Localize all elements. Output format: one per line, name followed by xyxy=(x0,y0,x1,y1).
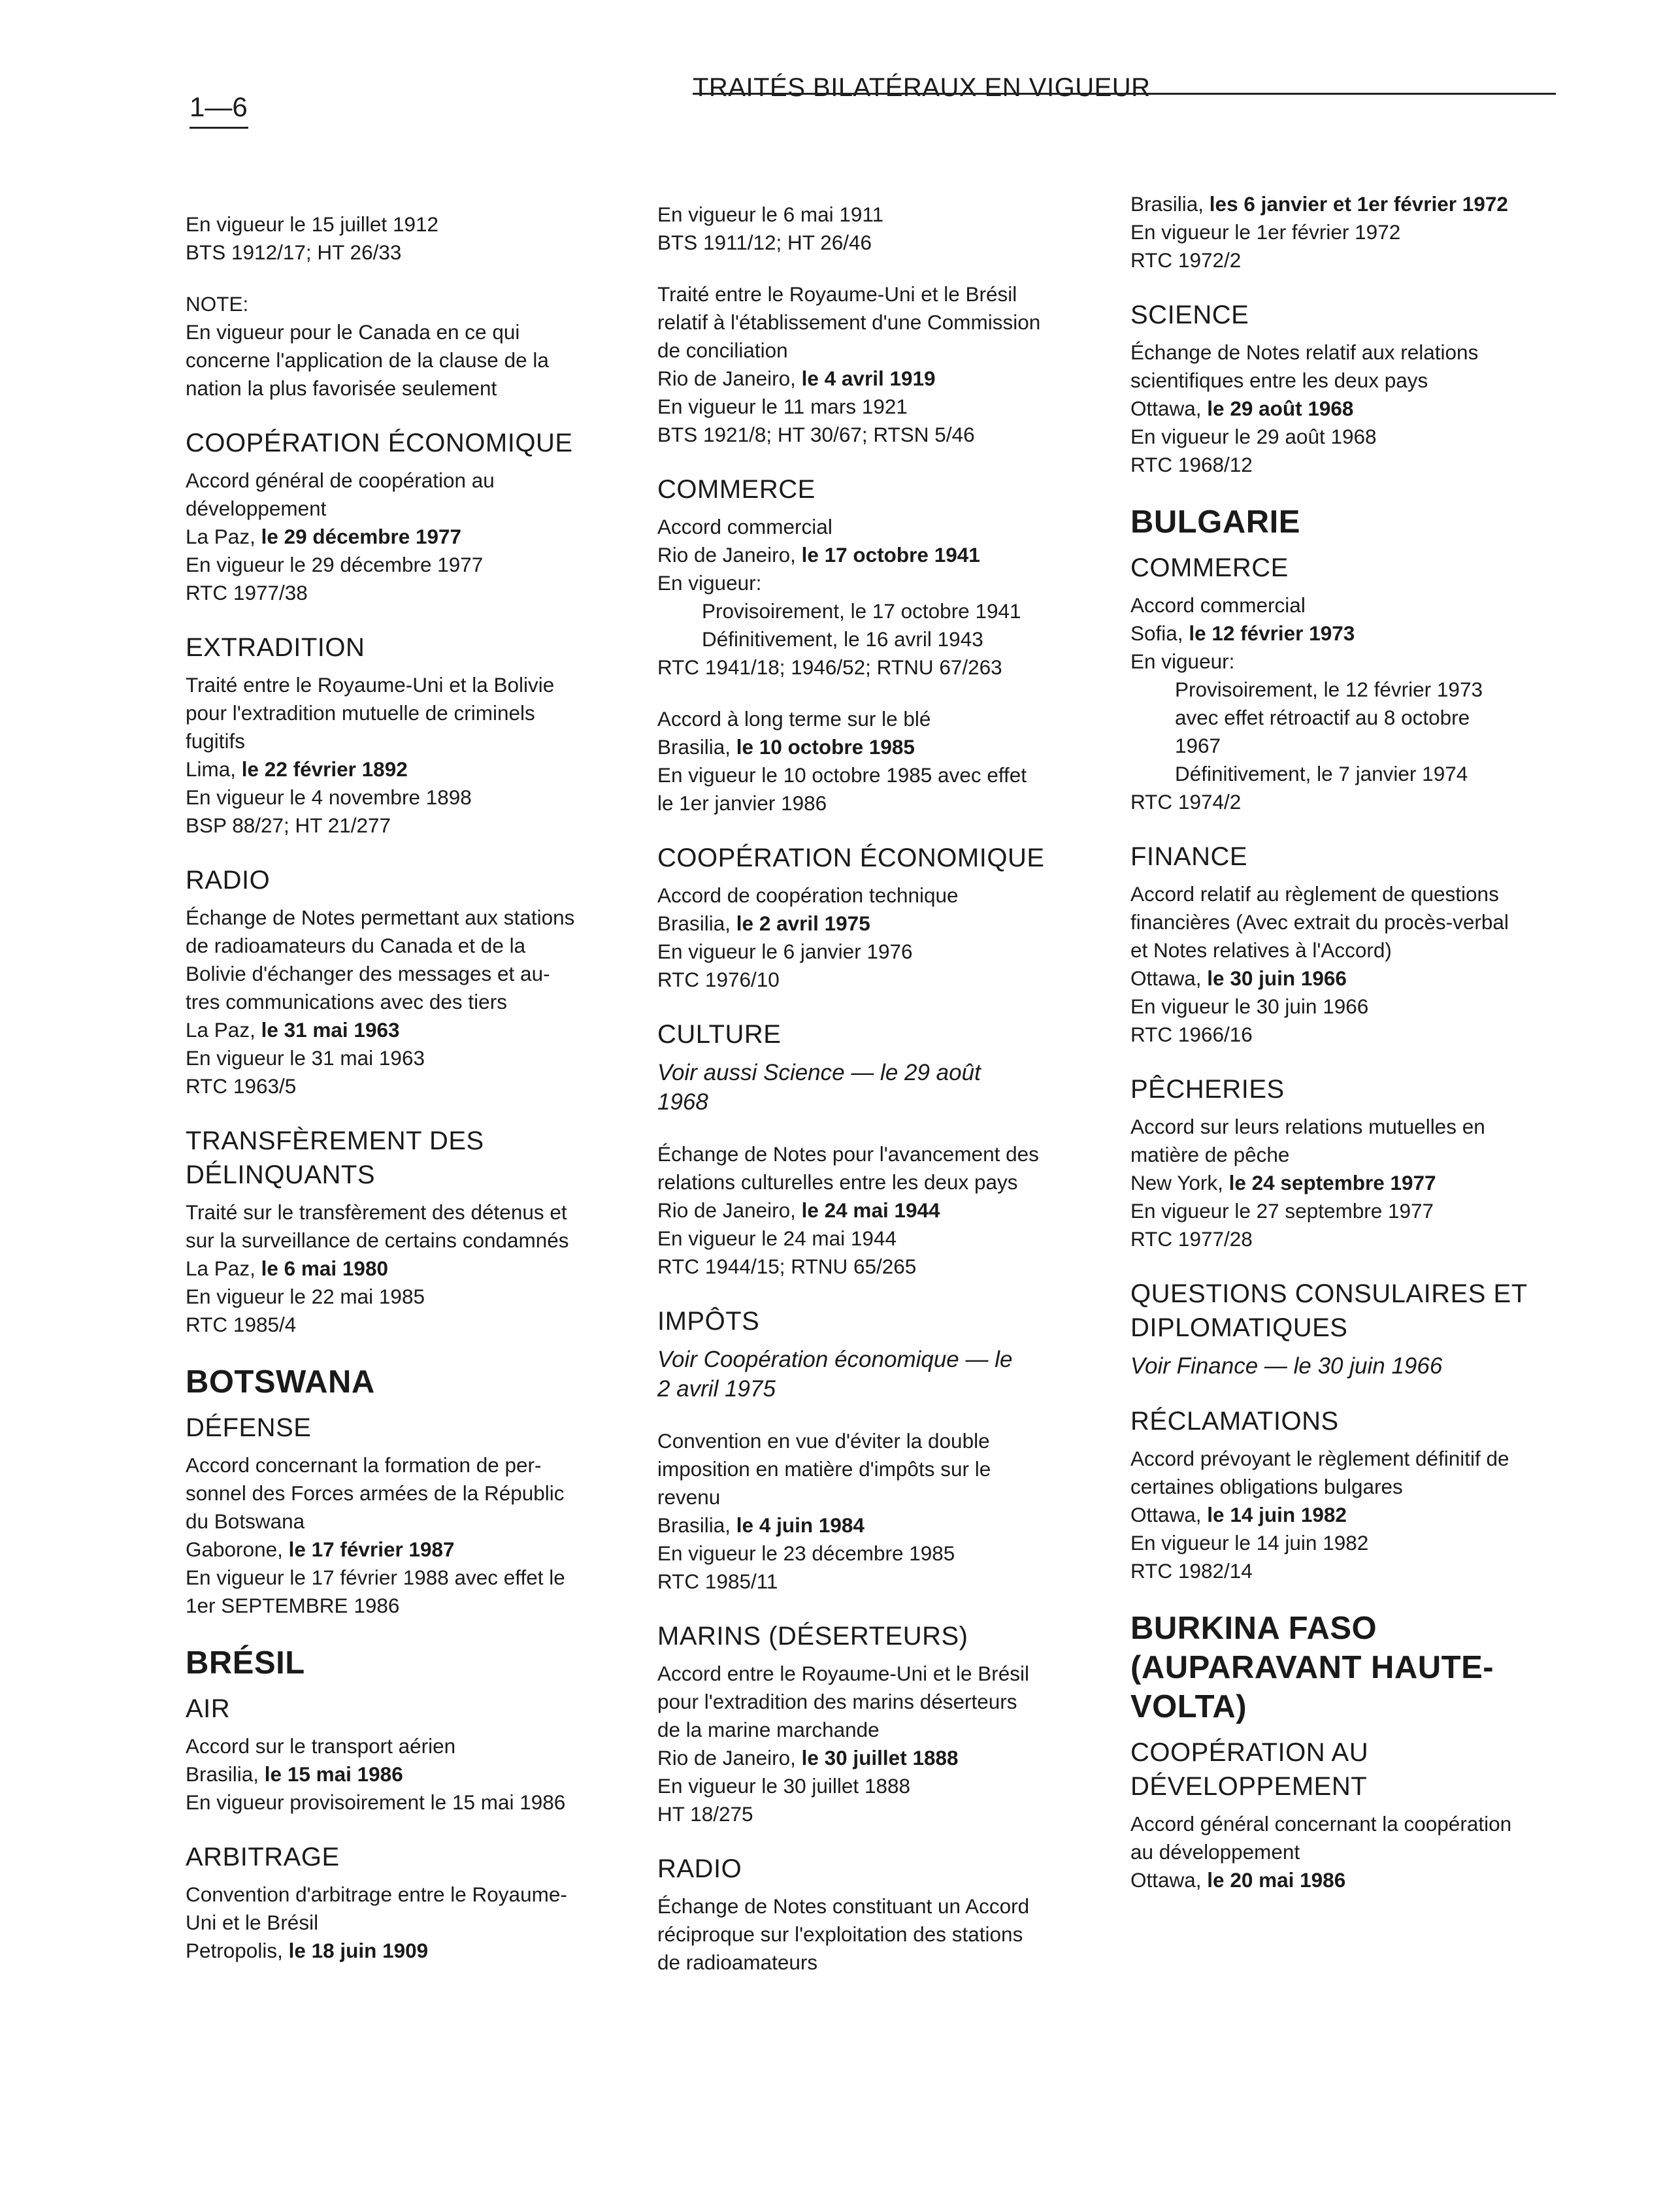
signing-date: le 18 juin 1909 xyxy=(288,1939,429,1962)
page-header xyxy=(189,71,1556,129)
entry-line xyxy=(657,910,1115,938)
signing-date: le 30 juin 1966 xyxy=(1207,966,1347,990)
entry-line: de conciliation xyxy=(657,338,788,362)
entry-line: 1967 xyxy=(1175,734,1221,757)
entry-line: sonnel des Forces armées de la Républic xyxy=(186,1481,565,1505)
signing-date: le 10 octobre 1985 xyxy=(736,735,915,759)
entry-line: relatif à l'établissement d'une Commission xyxy=(657,310,1041,334)
column-1 xyxy=(186,210,643,1988)
entry-line: En vigueur le 15 juillet 1912 xyxy=(186,212,439,236)
signing-place: Ottawa, xyxy=(1130,1868,1208,1892)
entry-line: RTC 1963/5 xyxy=(186,1074,297,1098)
section-heading: RADIO xyxy=(186,866,271,895)
entry-line: RTC 1985/4 xyxy=(186,1313,297,1336)
treaty-entry xyxy=(1130,591,1588,816)
entry-line: Accord relatif au règlement de questions xyxy=(1130,882,1499,906)
entry-line xyxy=(186,523,643,551)
entry-line: du Botswana xyxy=(186,1509,305,1533)
entry-line: Voir Finance — le 30 juin 1966 xyxy=(1130,1353,1443,1379)
entry-line xyxy=(1130,395,1588,423)
entry-line: fugitifs xyxy=(186,729,246,753)
section-heading: COMMERCE xyxy=(657,475,815,504)
entry-line: Définitivement, le 16 avril 1943 xyxy=(702,627,983,651)
signing-date: le 2 avril 1975 xyxy=(736,912,870,935)
section-heading: CULTURE xyxy=(657,1020,782,1049)
treaty-entry xyxy=(186,671,643,840)
signing-place: Sofia, xyxy=(1130,621,1189,645)
entry-line: tres communications avec des tiers xyxy=(186,990,507,1013)
treaty-entry xyxy=(186,1198,643,1339)
entry-line: En vigueur le 1er février 1972 xyxy=(1130,220,1401,244)
treaty-entry xyxy=(186,467,643,607)
entry-line: Voir Coopération économique — le xyxy=(657,1347,1013,1372)
entry-line: relations culturelles entre les deux pays xyxy=(657,1170,1018,1194)
signing-place: Petropolis, xyxy=(186,1939,289,1962)
section-heading: COMMERCE xyxy=(1130,553,1289,582)
entry-line xyxy=(1130,190,1588,218)
entry-line: En vigueur le 27 septembre 1977 xyxy=(1130,1199,1434,1223)
signing-date: le 29 août 1968 xyxy=(1207,397,1354,420)
entry-line: NOTE: xyxy=(186,292,249,316)
page-number-rule xyxy=(189,127,248,129)
entry-line: En vigueur le 30 juillet 1888 xyxy=(657,1774,911,1798)
entry-line: Accord prévoyant le règlement définitif de xyxy=(1130,1447,1509,1470)
signing-place: Brasilia, xyxy=(657,1513,736,1537)
entry-line: RTC 1982/14 xyxy=(1130,1559,1253,1583)
section-heading: RADIO xyxy=(657,1854,742,1883)
cross-reference xyxy=(657,1345,1115,1404)
signing-date: le 17 octobre 1941 xyxy=(801,543,980,567)
signing-place: La Paz, xyxy=(186,1257,261,1280)
treaty-entry xyxy=(657,201,1115,257)
entry-line xyxy=(1130,1866,1588,1894)
entry-line: concerne l'application de la clause de la xyxy=(186,348,549,372)
entry-line: RTC 1976/10 xyxy=(657,968,780,991)
entry-line: Traité entre le Royaume-Uni et la Bolivie xyxy=(186,673,555,697)
entry-line: En vigueur le 29 décembre 1977 xyxy=(186,553,484,576)
entry-line: Échange de Notes relatif aux relations xyxy=(1130,340,1479,364)
entry-line xyxy=(657,1196,1115,1225)
entry-line: BTS 1911/12; HT 26/46 xyxy=(657,231,872,254)
entry-line: RTC 1985/11 xyxy=(657,1570,778,1593)
cross-reference xyxy=(657,1058,1115,1117)
signing-place: Brasilia, xyxy=(1130,192,1210,216)
entry-line: RTC 1941/18; 1946/52; RTNU 67/263 xyxy=(657,655,1002,679)
signing-place: Rio de Janeiro, xyxy=(657,1198,802,1222)
entry-line xyxy=(657,365,1115,393)
entry-line: Échange de Notes constituant un Accord xyxy=(657,1894,1030,1918)
entry-line: sur la surveillance de certains condamnés xyxy=(186,1228,569,1252)
entry-line xyxy=(186,755,643,783)
entry-line: Accord sur le transport aérien xyxy=(186,1734,456,1758)
entry-line: Uni et le Brésil xyxy=(186,1911,319,1934)
entry-line: HT 18/275 xyxy=(657,1802,753,1826)
entry-line: Accord à long terme sur le blé xyxy=(657,707,931,731)
signing-place: Gaborone, xyxy=(186,1538,289,1561)
country-heading: BURKINA FASO (AUPARAVANT HAUTE-VOLTA) xyxy=(1130,1611,1494,1724)
entry-line: avec effet rétroactif au 8 octobre xyxy=(1175,706,1470,729)
entry-line: réciproque sur l'exploitation des stations xyxy=(657,1922,1023,1946)
column-2 xyxy=(657,201,1115,2000)
signing-date: le 4 juin 1984 xyxy=(736,1513,865,1537)
entry-line: Bolivie d'échanger des messages et au- xyxy=(186,962,550,985)
signing-place: Lima, xyxy=(186,757,242,781)
entry-line: pour l'extradition mutuelle de criminels xyxy=(186,701,535,725)
treaty-entry xyxy=(1130,338,1588,479)
entry-line: RTC 1966/16 xyxy=(1130,1023,1253,1046)
entry-line: développement xyxy=(186,497,327,520)
entry-line: Accord entre le Royaume-Uni et le Brésil xyxy=(657,1662,1029,1685)
signing-place: Ottawa, xyxy=(1130,966,1208,990)
entry-line xyxy=(1130,964,1588,993)
entry-line: En vigueur le 30 juin 1966 xyxy=(1130,995,1369,1018)
signing-date: le 24 mai 1944 xyxy=(801,1198,940,1222)
treaty-entry xyxy=(657,280,1115,449)
entry-line: de radioamateurs du Canada et de la xyxy=(186,934,526,957)
section-heading: COOPÉRATION ÉCONOMIQUE xyxy=(186,429,573,457)
section-heading: DÉFENSE xyxy=(186,1413,312,1442)
signing-date: le 17 février 1987 xyxy=(288,1538,455,1561)
entry-line: En vigueur le 17 février 1988 avec effet le xyxy=(186,1566,565,1589)
section-heading: SCIENCE xyxy=(1130,301,1249,329)
signing-place: Ottawa, xyxy=(1130,397,1208,420)
entry-line: 2 avril 1975 xyxy=(657,1376,776,1402)
signing-date: le 31 mai 1963 xyxy=(261,1018,400,1042)
entry-line: 1968 xyxy=(657,1089,708,1115)
signing-date: le 22 février 1892 xyxy=(241,757,408,781)
entry-line xyxy=(186,1255,643,1283)
page-number: 1—6 xyxy=(189,91,248,122)
entry-line: En vigueur: xyxy=(1130,650,1235,673)
entry-line: BTS 1912/17; HT 26/33 xyxy=(186,240,402,264)
entry-line: En vigueur le 6 janvier 1976 xyxy=(657,940,913,963)
entry-line: En vigueur le 11 mars 1921 xyxy=(657,395,908,418)
section-heading: FINANCE xyxy=(1130,842,1248,871)
entry-line xyxy=(657,1511,1115,1539)
treaty-entry xyxy=(186,1881,643,1965)
section-heading: COOPÉRATION ÉCONOMIQUE xyxy=(657,844,1045,872)
entry-line: de radioamateurs xyxy=(657,1950,818,1974)
entry-line: financières (Avec extrait du procès-verbal xyxy=(1130,910,1509,934)
treaty-entry xyxy=(186,210,643,267)
entry-line: RTC 1972/2 xyxy=(1130,248,1242,272)
entry-line: En vigueur le 23 décembre 1985 xyxy=(657,1541,955,1565)
entry-line: Convention en vue d'éviter la double xyxy=(657,1429,990,1453)
entry-line: En vigueur le 4 novembre 1898 xyxy=(186,785,472,809)
treaty-entry xyxy=(1130,880,1588,1049)
signing-date: le 20 mai 1986 xyxy=(1207,1868,1346,1892)
entry-line: Provisoirement, le 12 février 1973 xyxy=(1175,678,1483,701)
entry-line xyxy=(657,1744,1115,1772)
entry-line: BSP 88/27; HT 21/277 xyxy=(186,814,391,837)
treaty-entry xyxy=(657,1892,1115,1977)
treaty-entry xyxy=(657,513,1115,682)
treaty-entry xyxy=(657,1660,1115,1828)
entry-line: certaines obligations bulgares xyxy=(1130,1475,1403,1498)
entry-line: de la marine marchande xyxy=(657,1718,880,1741)
entry-line xyxy=(186,1016,643,1044)
signing-place: Brasilia, xyxy=(657,912,736,935)
treaty-entry xyxy=(1130,1810,1588,1894)
entry-line: RTC 1977/28 xyxy=(1130,1227,1253,1251)
treaty-entry xyxy=(186,290,643,403)
entry-line: Échange de Notes pour l'avancement des xyxy=(657,1142,1039,1166)
entry-line: En vigueur le 6 mai 1911 xyxy=(657,203,884,226)
entry-line: nation la plus favorisée seulement xyxy=(186,376,497,400)
section-heading: AIR xyxy=(186,1694,231,1723)
entry-line xyxy=(1130,1169,1588,1197)
country-heading: BULGARIE xyxy=(1130,504,1300,540)
signing-place: Brasilia, xyxy=(657,735,736,759)
entry-line: Voir aussi Science — le 29 août xyxy=(657,1060,981,1085)
signing-place: Rio de Janeiro, xyxy=(657,367,802,390)
signing-date: le 6 mai 1980 xyxy=(261,1257,388,1280)
entry-line xyxy=(657,541,1115,569)
entry-line: 1er SEPTEMBRE 1986 xyxy=(186,1594,400,1617)
signing-place: La Paz, xyxy=(186,525,261,548)
entry-line: En vigueur le 24 mai 1944 xyxy=(657,1226,897,1250)
entry-line: En vigueur le 22 mai 1985 xyxy=(186,1285,425,1308)
entry-line xyxy=(657,733,1115,761)
treaty-entry xyxy=(657,1140,1115,1281)
signing-date: le 15 mai 1986 xyxy=(264,1762,403,1786)
entry-line: Accord de coopération technique xyxy=(657,883,959,907)
entry-line: RTC 1944/15; RTNU 65/265 xyxy=(657,1255,917,1278)
treaty-entry xyxy=(186,904,643,1100)
entry-line: au développement xyxy=(1130,1840,1300,1864)
entry-line xyxy=(186,1536,643,1564)
treaty-entry xyxy=(1130,1113,1588,1253)
entry-line: et Notes relatives à l'Accord) xyxy=(1130,938,1392,962)
treaty-entry xyxy=(657,705,1115,817)
entry-line: Convention d'arbitrage entre le Royaume- xyxy=(186,1883,567,1906)
signing-place: La Paz, xyxy=(186,1018,261,1042)
entry-line: En vigueur le 14 juin 1982 xyxy=(1130,1531,1369,1555)
entry-line: scientifiques entre les deux pays xyxy=(1130,369,1428,392)
cross-reference xyxy=(1130,1351,1588,1381)
entry-line: Traité entre le Royaume-Uni et le Brésil xyxy=(657,282,1017,306)
signing-place: Ottawa, xyxy=(1130,1503,1208,1526)
treaty-entry xyxy=(186,1451,643,1620)
entry-line: Traité sur le transfèrement des détenus et xyxy=(186,1200,567,1224)
signing-date: les 6 janvier et 1er février 1972 xyxy=(1209,192,1508,216)
entry-line xyxy=(186,1760,643,1788)
header-rule xyxy=(693,93,1556,95)
treaty-entry xyxy=(1130,190,1588,274)
entry-line: BTS 1921/8; HT 30/67; RTSN 5/46 xyxy=(657,423,975,446)
entry-line: matière de pêche xyxy=(1130,1143,1290,1166)
entry-line: En vigueur le 31 mai 1963 xyxy=(186,1046,425,1070)
signing-place: Rio de Janeiro, xyxy=(657,543,802,567)
entry-line: Accord général concernant la coopération xyxy=(1130,1812,1512,1835)
section-heading: QUESTIONS CONSULAIRES ET DIPLOMATIQUES xyxy=(1130,1279,1527,1342)
entry-line xyxy=(1130,619,1588,648)
entry-line: RTC 1968/12 xyxy=(1130,453,1253,476)
section-heading: TRANSFÈREMENT DES DÉLINQUANTS xyxy=(186,1127,484,1189)
entry-line: imposition en matière d'impôts sur le xyxy=(657,1457,991,1481)
running-title: TRAITÉS BILATÉRAUX EN VIGUEUR xyxy=(693,73,1151,102)
entry-line: Définitivement, le 7 janvier 1974 xyxy=(1175,762,1468,785)
signing-date: le 29 décembre 1977 xyxy=(261,525,462,548)
signing-place: Brasilia, xyxy=(186,1762,265,1786)
treaty-entry xyxy=(1130,1445,1588,1585)
entry-line: Échange de Notes permettant aux stations xyxy=(186,906,575,929)
signing-date: le 30 juillet 1888 xyxy=(801,1746,959,1769)
column-3 xyxy=(1130,190,1588,1918)
entry-line: revenu xyxy=(657,1485,721,1509)
entry-line: RTC 1974/2 xyxy=(1130,790,1242,814)
entry-line: Accord concernant la formation de per- xyxy=(186,1453,542,1477)
entry-line: Accord sur leurs relations mutuelles en xyxy=(1130,1115,1485,1138)
entry-line: Accord commercial xyxy=(1130,593,1306,617)
entry-line: En vigueur le 29 août 1968 xyxy=(1130,425,1377,448)
country-heading: BOTSWANA xyxy=(186,1364,375,1400)
section-heading: MARINS (DÉSERTEURS) xyxy=(657,1622,968,1651)
entry-line: En vigueur provisoirement le 15 mai 1986 xyxy=(186,1790,566,1814)
entry-line: Accord commercial xyxy=(657,515,832,538)
signing-place: New York, xyxy=(1130,1171,1229,1194)
entry-line: En vigueur: xyxy=(657,571,762,595)
signing-date: le 4 avril 1919 xyxy=(801,367,936,390)
entry-line xyxy=(1130,1501,1588,1529)
section-heading: EXTRADITION xyxy=(186,633,365,662)
treaty-columns xyxy=(183,186,1594,2081)
entry-line: Accord général de coopération au xyxy=(186,469,495,492)
entry-line: En vigueur pour le Canada en ce qui xyxy=(186,320,520,344)
treaty-entry xyxy=(186,1732,643,1817)
section-heading: RÉCLAMATIONS xyxy=(1130,1407,1339,1436)
section-heading: ARBITRAGE xyxy=(186,1843,340,1871)
entry-line: RTC 1977/38 xyxy=(186,581,308,604)
entry-line: Provisoirement, le 17 octobre 1941 xyxy=(702,599,1021,623)
signing-date: le 24 septembre 1977 xyxy=(1228,1171,1436,1194)
signing-date: le 14 juin 1982 xyxy=(1207,1503,1347,1526)
section-heading: IMPÔTS xyxy=(657,1307,760,1336)
signing-place: Rio de Janeiro, xyxy=(657,1746,802,1769)
country-heading: BRÉSIL xyxy=(186,1645,305,1681)
entry-line: pour l'extradition des marins déserteurs xyxy=(657,1690,1017,1713)
section-heading: PÊCHERIES xyxy=(1130,1075,1285,1104)
treaty-entry xyxy=(657,1427,1115,1596)
signing-date: le 12 février 1973 xyxy=(1189,621,1355,645)
entry-line: le 1er janvier 1986 xyxy=(657,791,827,815)
treaty-entry xyxy=(657,881,1115,994)
entry-line xyxy=(186,1937,643,1965)
entry-line: En vigueur le 10 octobre 1985 avec effet xyxy=(657,763,1027,787)
section-heading: COOPÉRATION AU DÉVELOPPEMENT xyxy=(1130,1738,1369,1801)
